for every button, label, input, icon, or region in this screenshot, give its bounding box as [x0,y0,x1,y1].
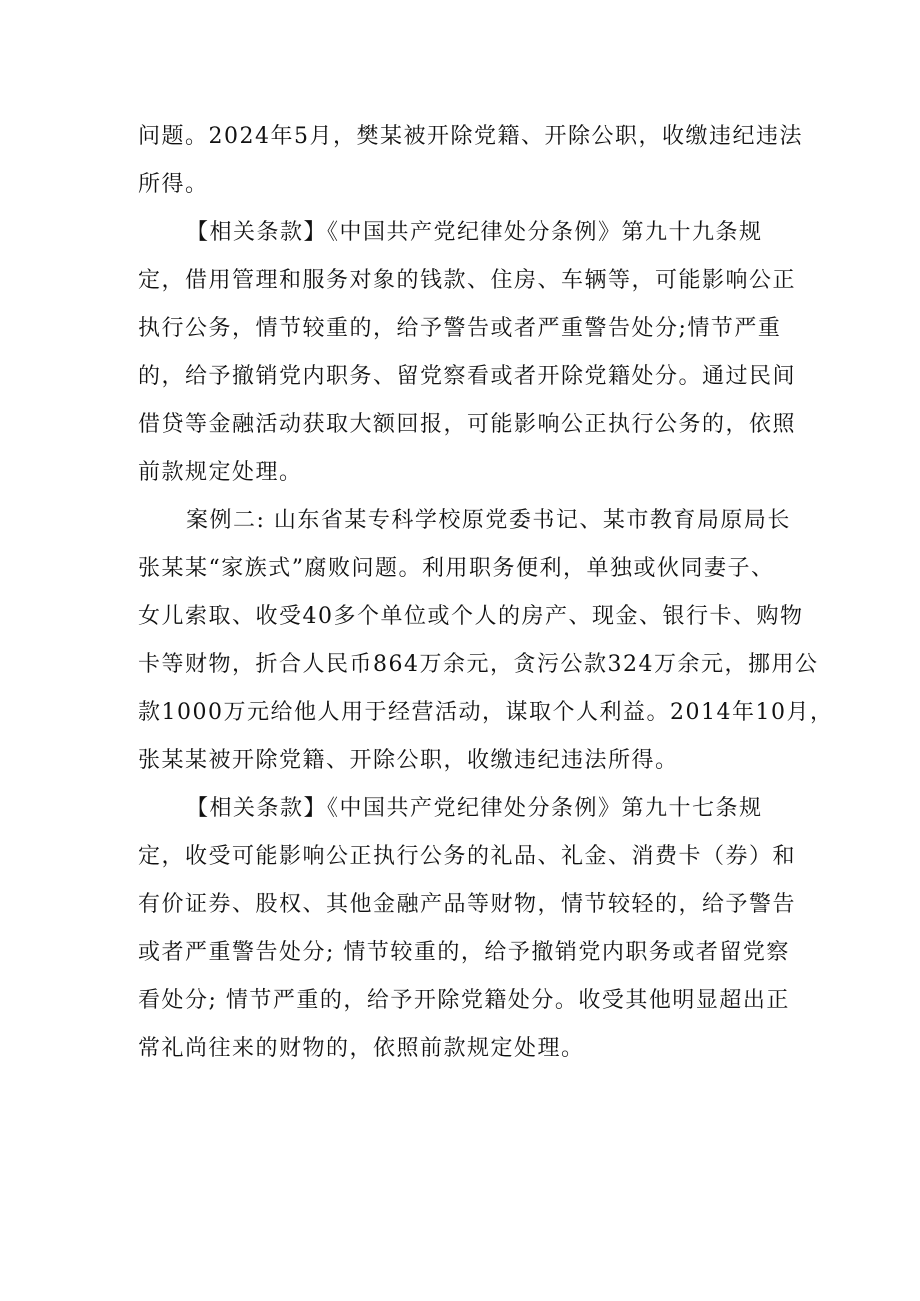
text-line: 款1000万元给他人用于经营活动，谋取个人利益。2014年10月， [138,700,834,725]
text-line: 看处分; 情节严重的，给予开除党籍处分。收受其他明显超出正 [138,988,790,1013]
document-body [138,113,834,1073]
text-line: 借贷等金融活动获取大额回报，可能影响公正执行公务的，依照 [138,412,797,437]
text-line: 的，给予撤销党内职务、留党察看或者开除党籍处分。通过民间 [138,364,797,389]
text-line: 【相关条款】《中国共产党纪律处分条例》第九十七条规 [186,796,763,821]
paragraph-case-one-conclusion [138,113,803,209]
paragraph-case-two [138,497,834,785]
text-line: 张某某被开除党籍、开除公职，收缴违纪违法所得。 [138,748,679,773]
text-line: 执行公务，情节较重的，给予警告或者严重警告处分;情节严重 [138,316,782,341]
text-line: 张某某“家族式”腐败问题。利用职务便利，单独或伙同妻子、 [138,556,775,581]
text-line: 卡等财物，折合人民币864万余元，贪污公款324万余元，挪用公 [138,652,819,677]
paragraph-related-clause-97 [138,785,797,1073]
paragraph-related-clause-99 [138,209,797,497]
text-line: 或者严重警告处分; 情节较重的，给予撤销党内职务或者留党察 [138,940,790,965]
text-line: 常礼尚往来的财物的，依照前款规定处理。 [138,1036,585,1061]
text-line: 【相关条款】《中国共产党纪律处分条例》第九十九条规 [186,220,763,245]
text-line: 定，借用管理和服务对象的钱款、住房、车辆等，可能影响公正 [138,268,797,293]
text-line: 女儿索取、收受40多个单位或个人的房产、现金、银行卡、购物 [138,604,804,629]
text-line: 所得。 [138,172,209,197]
text-line: 定，收受可能影响公正执行公务的礼品、礼金、消费卡（券）和 [138,844,797,869]
text-line: 案例二: 山东省某专科学校原党委书记、某市教育局原局长 [186,508,791,533]
text-line: 有价证券、股权、其他金融产品等财物，情节较轻的，给予警告 [138,892,797,917]
text-line: 问题。2024年5月，樊某被开除党籍、开除公职，收缴违纪违法 [138,124,803,149]
text-line: 前款规定处理。 [138,460,303,485]
